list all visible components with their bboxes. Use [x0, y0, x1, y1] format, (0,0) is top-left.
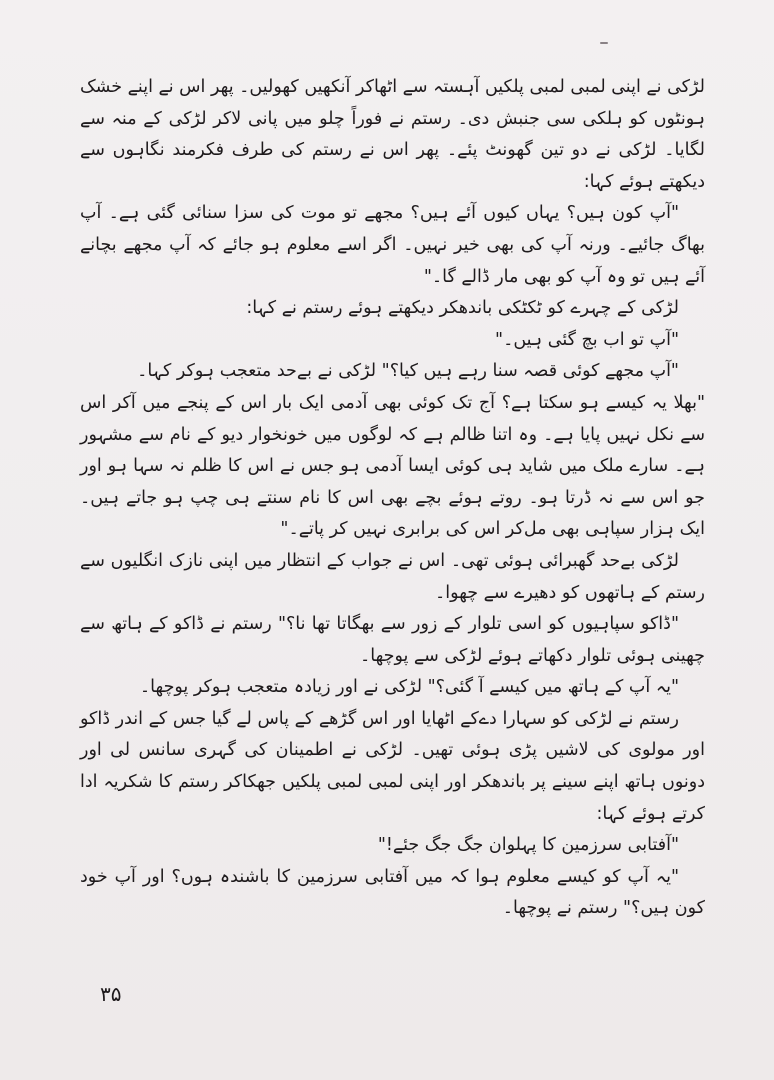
- paragraph-7: لڑکی بےحد گھبرائی ہوئی تھی۔ اس نے جواب کے انتظار میں اپنی نازک انگلیوں سے رستم کے ہاتھوں کو دھیرے سے چھوا۔: [80, 550, 705, 603]
- paragraph-11: "آفتابی سرزمین کا پہلوان جگ جگ جئے!": [377, 835, 679, 856]
- paragraph-3: لڑکی کے چہرے کو ٹکٹکی باندھکر دیکھتے ہوئے رستم نے کہا:: [246, 298, 679, 319]
- page-body-text: [80, 72, 705, 925]
- paragraph-8: "ڈاکو سپاہیوں کو اسی تلوار کے زور سے بھگاتا تھا نا؟" رستم نے ڈاکو کے ہاتھ سے چھینی ہوئی تلوار دکھاتے ہوئے لڑکی سے پوچھا۔: [80, 614, 705, 666]
- paragraph-12: "یہ آپ کو کیسے معلوم ہوا کہ میں آفتابی سرزمین کا باشندہ ہوں؟ اور آپ خود کون ہیں؟" رستم نے پوچھا۔: [80, 866, 705, 919]
- paragraph-1: لڑکی نے اپنی لمبی لمبی پلکیں آہستہ سے اٹھاکر آنکھیں کھولیں۔ پھر اس نے اپنے خشک ہونٹوں کو ہلکی سی جنبش دی۔ رستم نے فوراً چلو میں پانی لاکر لڑکی کے منہ سے لگایا۔ لڑکی نے دو تین گھونٹ پئے۔ پھر اس نے رستم کی طرف فکرمند نگاہوں سے دیکھتے ہوئے کہا:: [80, 77, 705, 192]
- paragraph-2: "آپ کون ہیں؟ یہاں کیوں آئے ہیں؟ مجھے تو موت کی سزا سنائی گئی ہے۔ آپ بھاگ جائیے۔ ورنہ آپ کی بھی خیر نہیں۔ اگر اسے معلوم ہو جائے کہ آپ مجھے بچانے آئے ہیں تو وہ آپ کو بھی مار ڈالے گا۔": [80, 203, 705, 287]
- paper-speck: [600, 42, 608, 44]
- paragraph-4: "آپ تو اب بچ گئی ہیں۔": [495, 329, 679, 350]
- paragraph-6: "بھلا یہ کیسے ہو سکتا ہے؟ آج تک کوئی بھی آدمی ایک بار اس کے پنجے میں آکر اس سے نکل نہیں پایا ہے۔ وہ اتنا ظالم ہے کہ لوگوں میں خونخوار دیو کے نام سے مشہور ہے۔ سارے ملک میں شاید ہی کوئی ایسا آدمی ہو جس نے اس کا ظلم نہ سہا ہو اور جو اس سے نہ ڈرتا ہو۔ روتے ہوئے بچے بھی اس کا نام سنتے ہی چپ ہو جاتے ہیں۔ ایک ہزار سپاہی بھی مل‌کر اس کی برابری نہیں کر پاتے۔": [80, 392, 705, 540]
- paragraph-10: رستم نے لڑکی کو سہارا دےکے اٹھایا اور اس گڑھے کے پاس لے گیا جس کے اندر ڈاکو اور مولوی کی لاشیں پڑی ہوئی تھیں۔ لڑکی نے اطمینان کی گہری سانس لی اور دونوں ہاتھ اپنے سینے پر باندھکر اور اپنی لمبی لمبی پلکیں جھکاکر رستم کا شکریہ ادا کرتے ہوئے کہا:: [80, 708, 705, 824]
- page-number: ۳۵: [100, 982, 122, 1006]
- paragraph-9: "یہ آپ کے ہاتھ میں کیسے آ گئی؟" لڑکی نے اور زیادہ متعجب ہوکر پوچھا۔: [139, 677, 679, 698]
- paragraph-5: "آپ مجھے کوئی قصہ سنا رہے ہیں کیا؟" لڑکی نے بےحد متعجب ہوکر کہا۔: [137, 361, 679, 382]
